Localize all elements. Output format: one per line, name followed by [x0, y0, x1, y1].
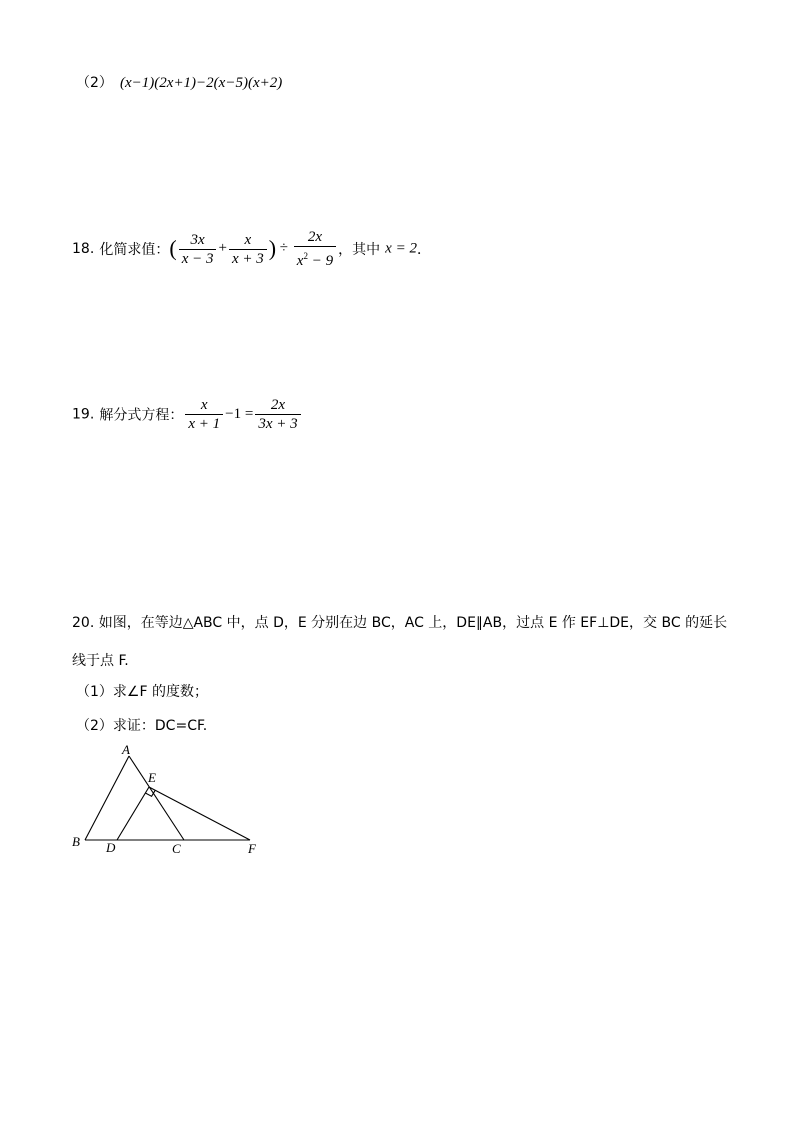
point-label-b: B — [72, 834, 80, 849]
q20-sub2: （2）求证：DC=CF. — [76, 718, 208, 734]
q19-equation: $\frac{x}{x + 1}$ −1 = $\frac{2x}{3x + 3}$ — [183, 406, 302, 422]
q18-fraction-3: $\frac{2x}{x^2 - 9}$ — [294, 228, 336, 270]
geometry-figure — [66, 742, 266, 857]
q19-lhs-fraction: $\frac{x}{x + 1}$ — [185, 396, 223, 433]
point-label-d: D — [106, 840, 116, 855]
q18-fraction-2: $\frac{x}{x + 3}$ — [229, 231, 267, 268]
segment-ab — [85, 756, 129, 840]
q18-prompt: 化简求值： — [99, 242, 170, 258]
q20-sub1: （1）求∠F 的度数； — [76, 684, 208, 700]
segment-ac — [129, 756, 184, 840]
q18-number: 18. — [72, 241, 95, 257]
q19-rhs-fraction: $\frac{2x}{3x + 3}$ — [255, 396, 300, 433]
segment-de — [117, 787, 149, 840]
q19-prompt: 解分式方程： — [99, 407, 184, 424]
q20-line2: 线于点 F. — [72, 653, 129, 669]
q17-part2 — [76, 72, 282, 92]
q19 — [72, 396, 303, 433]
q18-expression: ( $\frac{3x}{x - 3}$ + $\frac{x}{x + 3}$ ) ÷ $\frac{2x}{x^2 - 9}$ — [169, 240, 338, 256]
q17-part2-label: （2） — [76, 75, 113, 91]
q18-tail: ，其中 — [338, 242, 381, 258]
q19-number: 19. — [72, 406, 95, 423]
segment-ef — [149, 787, 250, 840]
q18-end: ． — [416, 242, 431, 258]
point-label-a: A — [122, 742, 130, 757]
q18-condition: x = 2 — [385, 240, 417, 257]
q20-line1: 20. 如图，在等边△ABC 中，点 D，E 分别在边 BC，AC 上，DE∥AB，过点 E 作 EF⊥DE，交 BC 的延长 — [72, 615, 728, 631]
q18 — [72, 228, 431, 270]
q18-fraction-1: $\frac{3x}{x - 3}$ — [179, 231, 217, 268]
point-label-f: F — [248, 841, 256, 856]
q17-part2-expression: (x−1)(2x+1)−2(x−5)(x+2) — [120, 75, 283, 91]
point-label-c: C — [172, 841, 181, 856]
point-label-e: E — [148, 770, 156, 785]
